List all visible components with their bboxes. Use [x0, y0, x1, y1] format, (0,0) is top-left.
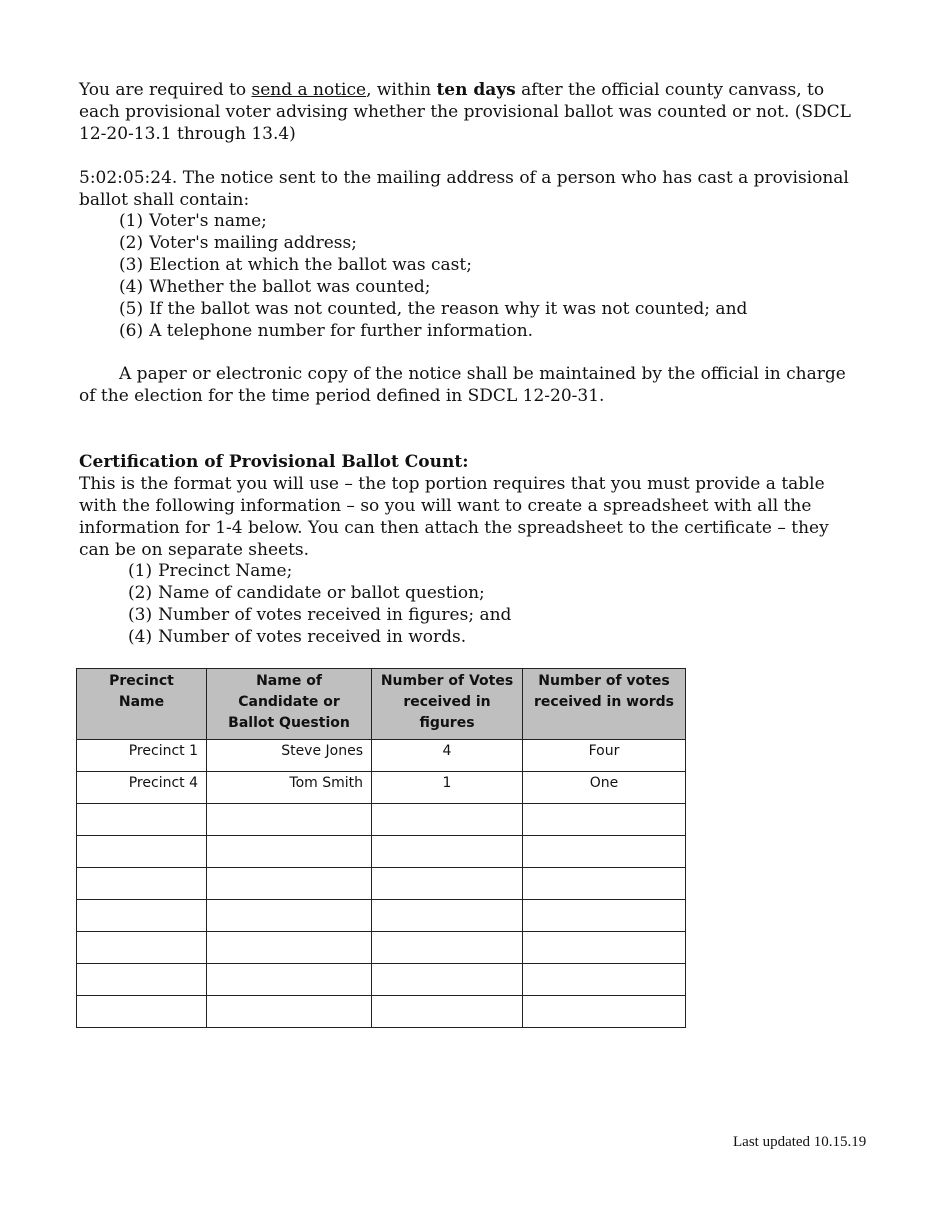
rule-paragraph: 5:02:05:24. The notice sent to the mailing address of a person who has cast a provisional ballot shall contain: — [79, 168, 849, 210]
table-row — [77, 804, 686, 836]
list-item-number: (4) — [128, 627, 153, 647]
table-cell — [372, 900, 523, 932]
list-item-text: Precinct Name; — [158, 561, 293, 581]
table-row — [77, 900, 686, 932]
table-cell — [372, 996, 523, 1028]
table-cell — [207, 868, 372, 900]
list-item — [128, 560, 511, 582]
table-cell — [207, 932, 372, 964]
table-cell — [523, 804, 686, 836]
para1-text-start: You are required to — [79, 80, 252, 100]
table-cell: Four — [523, 740, 686, 772]
table-row — [77, 772, 686, 804]
table-cell — [523, 932, 686, 964]
list-item-number: (1) — [119, 211, 144, 231]
list-item-text: Election at which the ballot was cast; — [149, 255, 472, 275]
table-cell — [372, 804, 523, 836]
table-cell — [77, 804, 207, 836]
send-notice-underlined: send a notice — [251, 80, 367, 100]
table-cell — [207, 804, 372, 836]
notice-contents-list — [119, 210, 747, 342]
copy-retention-paragraph: A paper or electronic copy of the notice shall be maintained by the official in charge of the election for the time period defined in SDCL 12-20-31. — [79, 364, 846, 406]
table-cell — [207, 900, 372, 932]
table-body — [77, 740, 686, 1028]
table-cell — [77, 836, 207, 868]
ten-days-bold: ten days — [436, 80, 516, 100]
list-item — [128, 604, 511, 626]
list-item-text: If the ballot was not counted, the reason why it was not counted; and — [149, 299, 748, 319]
table-cell — [77, 996, 207, 1028]
list-item-number: (1) — [128, 561, 153, 581]
table-cell — [207, 836, 372, 868]
table-cell: Precinct 4 — [77, 772, 207, 804]
para1-text-end: after the official county canvass, to each provisional voter advising whether the provisional ballot was counted or not. (SDCL 12-20-13.1 through 13.4) — [79, 80, 851, 144]
table-cell — [523, 996, 686, 1028]
header-votes-figures: Number of Votes received in figures — [372, 669, 523, 740]
table-cell — [372, 868, 523, 900]
table-cell — [372, 932, 523, 964]
para1-text-mid: , within — [366, 80, 437, 100]
list-item-number: (3) — [128, 605, 153, 625]
list-item — [128, 626, 511, 648]
table-cell: One — [523, 772, 686, 804]
table-cell — [77, 868, 207, 900]
list-item-number: (6) — [119, 321, 144, 341]
list-item-number: (5) — [119, 299, 144, 319]
last-updated: Last updated 10.15.19 — [733, 1134, 867, 1150]
ballot-count-table — [76, 668, 686, 1028]
list-item-number: (2) — [119, 233, 144, 253]
list-item — [119, 320, 747, 342]
header-votes-words: Number of votes received in words — [523, 669, 686, 740]
table-cell — [372, 964, 523, 996]
list-item-text: Name of candidate or ballot question; — [158, 583, 485, 603]
list-item — [119, 254, 747, 276]
required-info-list — [128, 560, 511, 648]
table-cell — [523, 964, 686, 996]
certification-heading: Certification of Provisional Ballot Count: — [79, 452, 469, 472]
table-cell — [523, 868, 686, 900]
table-cell: Precinct 1 — [77, 740, 207, 772]
list-item — [119, 210, 747, 232]
table-cell: 1 — [372, 772, 523, 804]
table-cell — [207, 964, 372, 996]
table-header-row — [77, 669, 686, 740]
table-cell — [207, 996, 372, 1028]
table-row — [77, 836, 686, 868]
table-cell: Steve Jones — [207, 740, 372, 772]
notice-requirement-paragraph — [79, 79, 859, 145]
table-cell — [77, 932, 207, 964]
table-row — [77, 996, 686, 1028]
list-item-text: Number of votes received in words. — [158, 627, 467, 647]
list-item-text: Voter's mailing address; — [149, 233, 357, 253]
list-item-text: Number of votes received in figures; and — [158, 605, 512, 625]
list-item-number: (4) — [119, 277, 144, 297]
table-cell — [77, 900, 207, 932]
table-cell — [372, 836, 523, 868]
table-cell — [523, 836, 686, 868]
list-item — [119, 298, 747, 320]
header-precinct-name: Precinct Name — [77, 669, 207, 740]
list-item-text: Whether the ballot was counted; — [149, 277, 431, 297]
list-item-text: A telephone number for further information. — [149, 321, 534, 341]
format-instructions-paragraph: This is the format you will use – the top portion requires that you must provide a table with the following information – so you will want to create a spreadsheet with all the information for 1-4 below. You can then attach the spreadsheet to the certificate – they can be on separate sheets. — [79, 474, 829, 560]
table-row — [77, 964, 686, 996]
table-row — [77, 868, 686, 900]
table-cell: 4 — [372, 740, 523, 772]
table-cell: Tom Smith — [207, 772, 372, 804]
table-cell — [77, 964, 207, 996]
table-cell — [523, 900, 686, 932]
list-item-number: (3) — [119, 255, 144, 275]
list-item — [119, 276, 747, 298]
list-item-text: Voter's name; — [149, 211, 267, 231]
list-item — [119, 232, 747, 254]
list-item — [128, 582, 511, 604]
header-candidate-name: Name of Candidate or Ballot Question — [207, 669, 372, 740]
table-row — [77, 740, 686, 772]
list-item-number: (2) — [128, 583, 153, 603]
table-row — [77, 932, 686, 964]
